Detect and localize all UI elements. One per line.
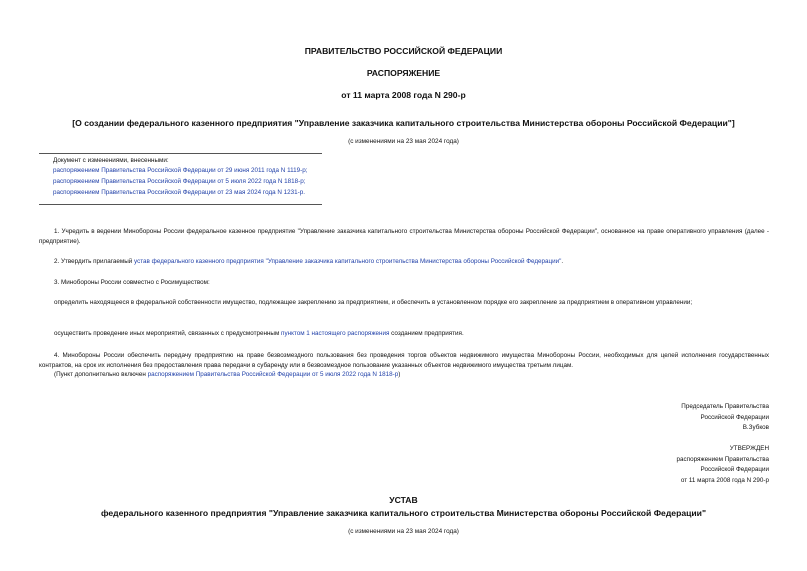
doc-amended-note: (с изменениями на 23 мая 2024 года): [348, 138, 459, 145]
doc-type-heading: РАСПОРЯЖЕНИЕ: [366, 68, 441, 78]
signature-block: [681, 402, 769, 434]
paragraph-3b: [54, 329, 464, 339]
paragraph-2-text: 2. Утвердить прилагаемый: [54, 258, 135, 265]
point-1-link[interactable]: пунктом 1 настоящего распоряжения: [281, 330, 390, 337]
paragraph-4-note-end: ): [398, 371, 401, 378]
approved-line-4: от 11 марта 2008 года N 290-р: [680, 476, 769, 484]
doc-title: [О создании федерального казенного предприятия "Управление заказчика капитального строительства Министерства обороны Российской Федерации"]: [72, 118, 735, 128]
paragraph-3a: определить находящееся в федеральной собственности имущество, подлежащее закреплению за предприятием, и обеспечить в установленном порядке его закрепление за предприятием в оперативном управлении;: [54, 299, 693, 306]
paragraph-4-note-text: (Пункт дополнительно включен: [54, 371, 148, 378]
paragraph-3b-text: осуществить проведение иных мероприятий, связанных с предусмотренным: [54, 330, 282, 337]
government-heading: ПРАВИТЕЛЬСТВО РОССИЙСКОЙ ФЕДЕРАЦИИ: [304, 46, 503, 56]
signature-title-1: Председатель Правительства: [681, 403, 769, 410]
paragraph-3b-end: созданием предприятия.: [389, 330, 464, 337]
change-link-1[interactable]: распоряжением Правительства Российской Федерации от 29 июня 2011 года N 1119-р;: [53, 167, 308, 174]
amendment-1818-link[interactable]: распоряжением Правительства Российской Федерации от 5 июля 2022 года N 1818-р: [147, 371, 399, 378]
paragraph-4: 4. Минобороны России обеспечить передачу предприятию на праве безвозмездного пользования без проведения торгов объектов недвижимого имущества Минобороны России, необходимых для целей исполнения государственных контрактов, на срок их исполнения без предоставления права передачи в субаренду или в безвозмездное пользование указанных объектов недвижимого имущества третьим лицам.: [39, 352, 769, 369]
changes-top-rule: [39, 153, 322, 154]
approved-line-3: Российской Федерации: [700, 466, 769, 474]
approved-line-2: распоряжением Правительства: [676, 455, 769, 463]
signature-name: В.Зубков: [742, 424, 769, 432]
paragraph-1: 1. Учредить в ведении Минобороны России федеральное казенное предприятие "Управление заказчика капитального строительства Министерства обороны Российской Федерации", основанное на праве оперативного управления (далее - предприятие).: [39, 228, 769, 245]
signature-title-2: Российской Федерации: [700, 413, 769, 421]
paragraph-3: 3. Минобороны России совместно с Росимуществом:: [54, 279, 210, 286]
charter-link[interactable]: устав федерального казенного предприятия "Управление заказчика капитального строительства Министерства обороны Российской Федерации": [134, 258, 562, 265]
changes-bottom-rule: [39, 204, 322, 205]
charter-subtitle: федерального казенного предприятия "Управление заказчика капитального строительства Министерства обороны Российской Федерации": [100, 508, 707, 518]
approved-label: УТВЕРЖДЕН: [729, 445, 769, 452]
paragraph-4-note: [54, 370, 400, 380]
paragraph-2: [54, 257, 563, 267]
charter-amended-note: (с изменениями на 23 мая 2024 года): [348, 528, 459, 535]
paragraph-2-end: .: [561, 258, 564, 265]
approved-block: [677, 444, 769, 486]
change-link-2[interactable]: распоряжением Правительства Российской Федерации от 5 июля 2022 года N 1818-р;: [53, 178, 306, 185]
changes-intro: Документ с изменениями, внесенными:: [53, 157, 169, 164]
change-link-3[interactable]: распоряжением Правительства Российской Федерации от 23 мая 2024 года N 1231-р.: [53, 189, 306, 196]
doc-date-number: от 11 марта 2008 года N 290-р: [341, 90, 466, 100]
charter-title: УСТАВ: [389, 495, 418, 505]
